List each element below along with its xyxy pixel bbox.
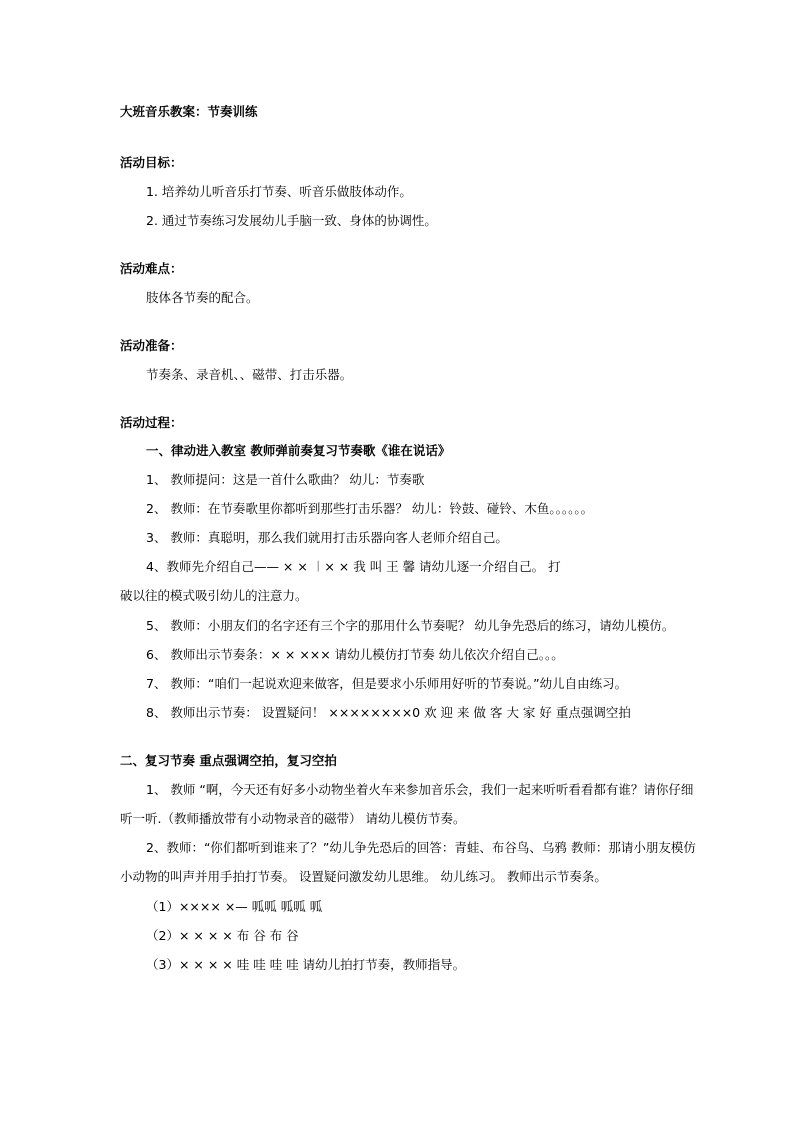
- part1-item: 5、 教师：小朋友们的名字还有三个字的那用什么节奏呢？ 幼儿争先恐后的练习，请幼儿模仿。: [146, 618, 675, 633]
- prep-heading: 活动准备：: [120, 338, 183, 353]
- part1-item: 7、 教师：“咱们一起说欢迎来做客，但是要求小乐师用好听的节奏说。”幼儿自由练习。: [146, 676, 628, 691]
- difficulty-heading: 活动难点：: [120, 261, 183, 276]
- prep-text: 节奏条、录音机、、磁带、打击乐器。: [146, 367, 353, 382]
- part1-item: 1、 教师提问：这是一首什么歌曲？ 幼儿：节奏歌: [146, 472, 425, 487]
- part2-item-continued: 小动物的叫声并用手拍打节奏。 设置疑问激发幼儿思维。 幼儿练习。 教师出示节奏条。: [120, 869, 607, 884]
- part1-item: 6、 教师出示节奏条：× × ××× 请幼儿模仿打节奏 幼儿依次介绍自己。。。: [146, 647, 564, 662]
- part1-item: 8、 教师出示节奏： 设置疑问！ ××××××××0 欢 迎 来 做 客 大 家 好 重点强调空拍: [146, 705, 631, 720]
- process-heading: 活动过程：: [120, 415, 183, 430]
- rhythm-line-1: （1）×××× ×— 呱呱 呱呱 呱: [146, 899, 323, 914]
- part2-item: 1、 教师 “啊，今天还有好多小动物坐着火车来参加音乐会，我们一起来听听看看都有谁？请你仔细: [146, 782, 694, 797]
- part2-item-continued: 听一听.（教师播放带有小动物录音的磁带） 请幼儿模仿节奏。: [120, 811, 466, 826]
- part1-item-continued: 破以往的模式吸引幼儿的注意力。: [120, 588, 308, 603]
- goals-heading: 活动目标：: [120, 155, 183, 170]
- part1-title: 一、律动进入教室 教师弹前奏复习节奏歌《谁在说话》: [146, 443, 451, 458]
- goal-item-1: 1. 培养幼儿听音乐打节奏、听音乐做肢体动作。: [146, 184, 412, 199]
- difficulty-text: 肢体各节奏的配合。: [146, 290, 259, 305]
- part2-title: 二、复习节奏 重点强调空拍，复习空拍: [120, 753, 337, 768]
- part2-item: 2、教师：“你们都听到谁来了？”幼儿争先恐后的回答：青蛙、布谷鸟、乌鸦 教师：那请小朋友模仿: [146, 840, 696, 855]
- goal-item-2: 2. 通过节奏练习发展幼儿手脑一致、身体的协调性。: [146, 213, 437, 228]
- part1-item: 3、 教师：真聪明，那么我们就用打击乐器向客人老师介绍自己。: [146, 530, 508, 545]
- document-title: 大班音乐教案：节奏训练: [120, 104, 258, 119]
- part1-item: 4、教师先介绍自己—— × × ︱× × 我 叫 王 馨 请幼儿逐一介绍自己。 打: [146, 559, 561, 574]
- part1-item: 2、 教师：在节奏歌里你都听到那些打击乐器？ 幼儿：铃鼓、碰铃、木鱼。。。。。。: [146, 501, 594, 516]
- rhythm-line-2: （2）× × × × 布 谷 布 谷: [146, 928, 299, 943]
- rhythm-line-3: （3）× × × × 哇 哇 哇 哇 请幼儿拍打节奏，教师指导。: [146, 957, 466, 972]
